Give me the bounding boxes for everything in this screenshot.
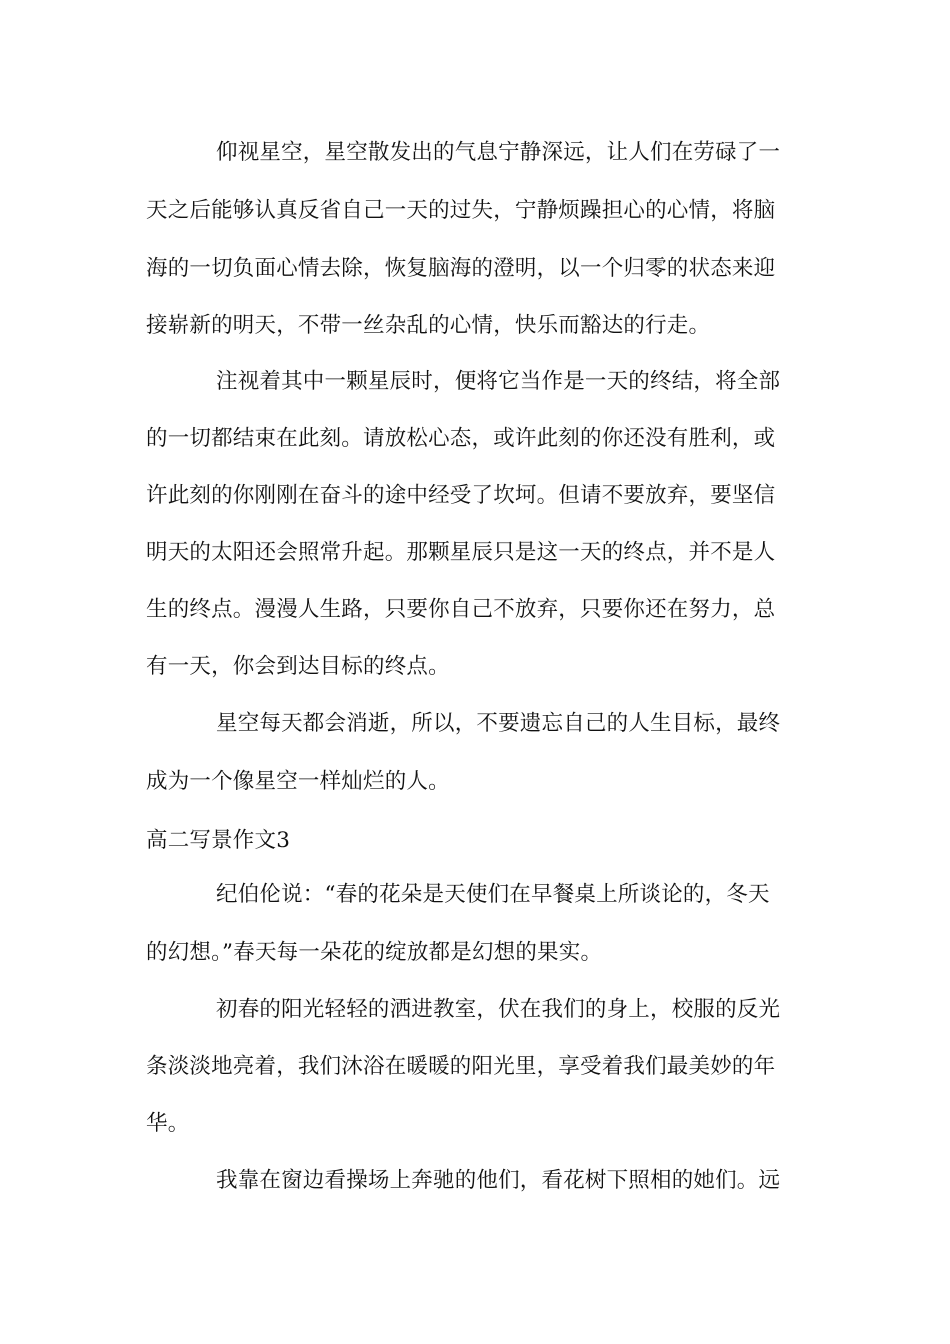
- paragraph-2-line-4: 明天的太阳还会照常升起。那颗星辰只是这一天的终点，并不是人: [146, 540, 776, 565]
- paragraph-2-line-5: 生的终点。漫漫人生路，只要你自己不放弃，只要你还在努力，总: [146, 597, 776, 622]
- paragraph-1-line-3: 海的一切负面心情去除，恢复脑海的澄明，以一个归零的状态来迎: [146, 256, 776, 281]
- paragraph-2-line-3: 许此刻的你刚刚在奋斗的途中经受了坎坷。但请不要放弃，要坚信: [146, 483, 776, 508]
- paragraph-4-line-1: 纪伯伦说：“春的花朵是天使们在早餐桌上所谈论的，冬天: [216, 882, 770, 907]
- paragraph-1-line-4: 接崭新的明天，不带一丝杂乱的心情，快乐而豁达的行走。: [146, 313, 711, 338]
- paragraph-1-line-2: 天之后能够认真反省自己一天的过失，宁静烦躁担心的心情，将脑: [146, 198, 776, 223]
- paragraph-4-line-2: 的幻想。”春天每一朵花的绽放都是幻想的果实。: [146, 940, 603, 965]
- paragraph-6-line-1: 我靠在窗边看操场上奔驰的他们，看花树下照相的她们。远: [216, 1168, 781, 1193]
- paragraph-1-line-1: 仰视星空，星空散发出的气息宁静深远，让人们在劳碌了一: [216, 140, 781, 165]
- section-heading: 高二写景作文3: [146, 828, 291, 853]
- paragraph-3-line-1: 星空每天都会消逝，所以，不要遗忘自己的人生目标，最终: [216, 711, 781, 736]
- paragraph-5-line-2: 条淡淡地亮着，我们沐浴在暖暖的阳光里，享受着我们最美妙的年: [146, 1054, 776, 1079]
- paragraph-2-line-1: 注视着其中一颗星辰时，便将它当作是一天的终结，将全部: [216, 369, 781, 394]
- paragraph-5-line-3: 华。: [146, 1111, 190, 1136]
- paragraph-3-line-2: 成为一个像星空一样灿烂的人。: [146, 769, 450, 794]
- paragraph-5-line-1: 初春的阳光轻轻的洒进教室，伏在我们的身上，校服的反光: [216, 997, 781, 1022]
- paragraph-2-line-6: 有一天，你会到达目标的终点。: [146, 654, 450, 679]
- paragraph-2-line-2: 的一切都结束在此刻。请放松心态，或许此刻的你还没有胜利，或: [146, 426, 776, 451]
